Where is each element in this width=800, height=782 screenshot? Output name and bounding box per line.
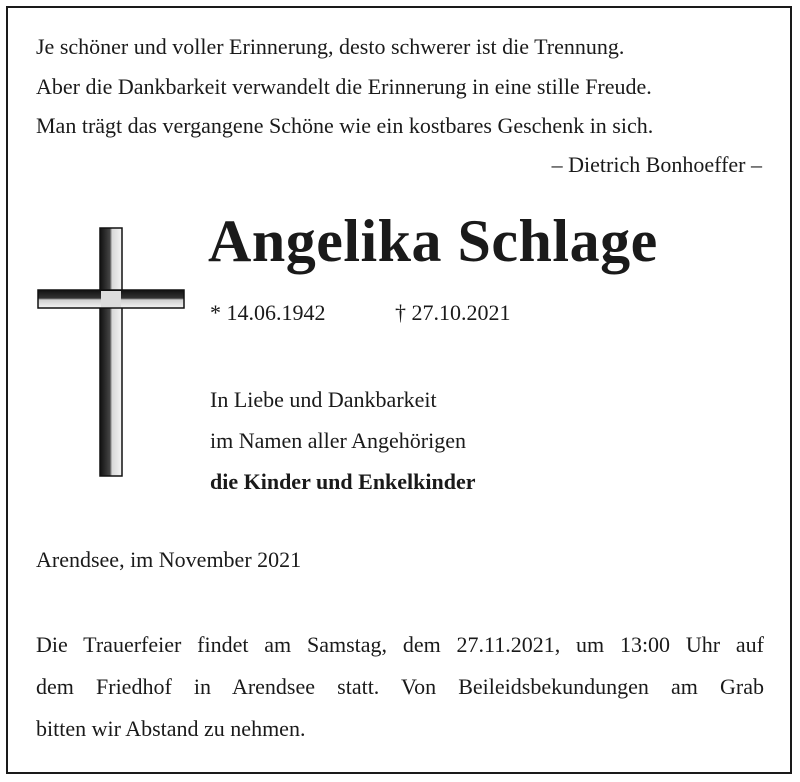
quote-author: – Dietrich Bonhoeffer – [551, 152, 762, 177]
family-signature: die Kinder und Enkelkinder [210, 469, 476, 494]
deceased-name: Angelika Schlage [208, 208, 658, 274]
notice-line: bitten wir Abstand zu nehmen. [36, 716, 306, 741]
death-date: † 27.10.2021 [395, 300, 511, 325]
funeral-notice [36, 624, 764, 750]
thanks-line: In Liebe und Dankbarkeit [210, 387, 437, 412]
quote-line: Man trägt das vergangene Schöne wie ein kostbares Geschenk in sich. [36, 113, 654, 138]
bonhoeffer-quote [36, 27, 766, 146]
mourners-block [210, 379, 476, 502]
place-and-date: Arendsee, im November 2021 [36, 547, 302, 572]
quote-line: Je schöner und voller Erinnerung, desto schwerer ist die Trennung. [36, 34, 625, 59]
cross-icon [36, 226, 186, 478]
thanks-line: im Namen aller Angehörigen [210, 428, 466, 453]
notice-line: Die Trauerfeier findet am Samstag, dem 27.11.2021, um 13:00 Uhr auf [36, 632, 764, 657]
birth-date: * 14.06.1942 [210, 300, 326, 325]
quote-line: Aber die Dankbarkeit verwandelt die Erinnerung in eine stille Freude. [36, 73, 652, 99]
notice-line: dem Friedhof in Arendsee statt. Von Beileidsbekundungen am Grab [36, 674, 764, 699]
